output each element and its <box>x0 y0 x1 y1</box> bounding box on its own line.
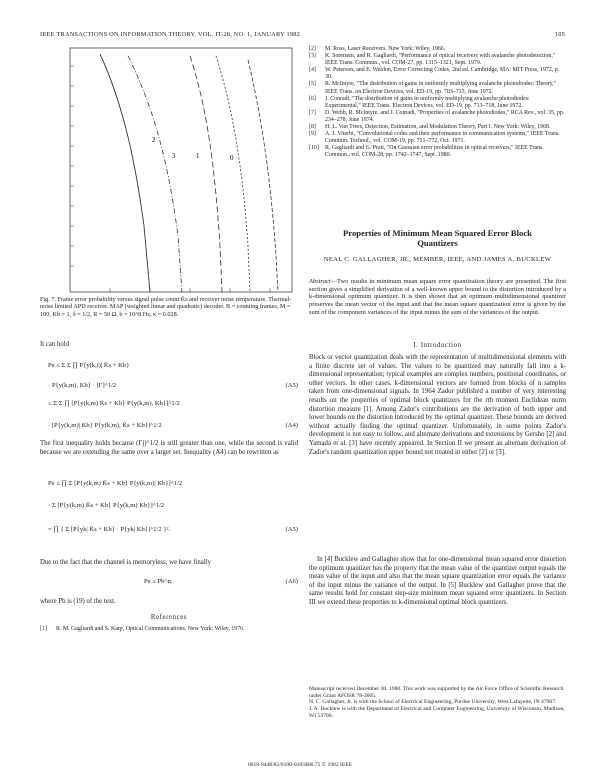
reference-item: [3] K. Sorensen, and R. Gagliardi, "Performance of optical receivers with avalanche photodetection," IEEE Trans. Commun., vol. COM-27, pp. 1315–1321, Sept. 1979. <box>309 53 556 67</box>
appendix-para-1: The first inequality holds because (Γj)^1/2 is still greater than one, while the second is valid because we are extending the same over a larger set. Inequality (A4) can be rewritten as <box>40 440 298 456</box>
footnote-line: J. A. Bucklew is with the Department of Electrical and Computer Engineering, University of Wisconsin, Madison, WI 53706. <box>309 706 565 719</box>
curve-label-1: 1 <box>196 152 200 160</box>
running-header <box>40 31 565 38</box>
footnote-line: Manuscript received December 30, 1980. This work was supported by the Air Force Office of Scientific Research under Grant AFOSR 78-3605. <box>309 686 564 699</box>
reference-item: [5] R. McIntyre, "The distribution of gains in uniformly multiplying avalanche photodiodes: Theory," IEEE Trans. on Electron Devices, vol. ED-19, pp. 703–713, June 1972. <box>309 81 557 95</box>
eq2-line-3: = ∏ { Σ [P{yk| K̄s + Kb} · P{yk| Kb}]^1/2 }². <box>48 526 171 533</box>
footnote <box>309 686 566 720</box>
paper-authors: NEAL C. GALLAGHER, JR., MEMBER, IEEE, AND JAMES A. BUCKLEW <box>323 256 552 263</box>
tick-marks <box>70 66 270 292</box>
reference-item: [7] D. Webb, R. McIntyre, and J. Conradi, "Properties of avalanche photodiodes," RCA Rev., vol. 35, pp. 234–278, June 1974. <box>309 109 565 123</box>
left-references <box>40 626 298 633</box>
intro-paragraph-1: Block or vector quantization deals with the representation of multidimensional elements with a finite discrete set of values. The values to be quantized may naturally fall into a k-dimensional representation; typical examples are complex numbers, positional coordinates, or other vectors. In other cases, k-dimensional vectors are formed from blocks of n samples taken from one-dimensional signals. In 1964 Zador published a number of very interesting results on the properties of optimal block quantizers for the rth moment Euclidean norm distortion measure [1]. Among Zador's contributions are the derivation of both upper and lower bounds on the distortion introduced by the optimal quantizer. These bounds are derived without actually finding the optimal quantizer. Unfortunately, in some points Zador's development is not easy to follow, and alternate derivations and extensions by Gersho [2] and Yamada et al. [3] have recently appeared. In Section II we present an alternate derivation of Zador's random quantization upper bound not treated in either [2] or [3]. <box>309 354 566 456</box>
appendix-para-2: Due to the fact that the channel is memoryless, we have finally <box>40 559 211 566</box>
reference-item: [6] J. Conradi, "The distribution of gains in uniformly multiplying avalanche photodiodes: Experimental," IEEE Trans. Electron Devices, vol. ED-19, pp. 713–718, June 1972. <box>309 95 530 109</box>
equation-block-a4 <box>48 356 298 438</box>
appendix-intro: It can hold <box>40 341 70 348</box>
curve-5 <box>248 60 278 292</box>
curve-4 <box>216 56 250 292</box>
equation-a6 <box>48 578 298 590</box>
figure-caption: Fig. 7. Frame error probability versus signal pulse count K̄s and receiver noise temperature. Thermal-noise limited APD receiver. MAP (weighted linear and quadratic) decoder. B = counting frames, M = 100, Kb = 1, δ = 1/2, R = 50 Ω, b = 10^8 Hz, κ = 0.028. <box>40 296 292 318</box>
abstract-text: —Two results in minimum mean square error quantization theory are presented. The first section gives a simplified derivation of a well-known upper bound to the distortion introduced by a k-dimensional optimum quantizer. It is then shown that an optimum multidimensional quantizer preserves the mean vector of the input and that the mean square quantization error is given by the sum of the component variances of the input minus the sum of the variances of the output. <box>309 278 566 316</box>
figure-7-plot <box>40 46 298 294</box>
right-references <box>309 46 566 160</box>
plot-frame <box>70 48 292 292</box>
curve-label-0: 0 <box>230 154 234 162</box>
eq-line-4: · [P{y(k,m)| Kb} P{y(k,m), K̄s + Kb}]^1/2 <box>48 422 162 429</box>
paper-title: Properties of Minimum Mean Squared Error Block Quantizers <box>343 228 532 248</box>
page-number: 105 <box>554 31 565 38</box>
reference-item: [1] R. M. Gagliardi and S. Karp, Optical Communications. New York: Wiley, 1976. <box>40 626 245 632</box>
eq-line-3: ≤ Σ Σ ∏ [P{y(k,m) K̄s + Kb} P{y(k,m), Kb}]^1/2 <box>48 400 180 407</box>
curve-label-3: 3 <box>172 152 176 160</box>
reference-item: [4] W. Peterson, and E. Weldon, Error Correcting Codes, 2nd ed. Cambridge, MA: MIT Press, 1972, p. 30. <box>309 67 560 81</box>
footnote-line: N. C. Gallagher, Jr. is with the School of Electrical Engineering, Purdue University, West Lafayette, IN 47907. <box>309 699 557 706</box>
reference-item: [8] H. L. Van Trees, Detection, Estimation, and Modulation Theory, Part I. New York: Wiley, 1968. <box>309 124 551 131</box>
eq2-line-2: · Σ [P{y(k,m) K̄s + Kb} P{y(k,m) Kb}]^1/2 <box>48 502 165 509</box>
eq-line-2: · P{y(k,m), Kb} · [Γ]^1/2 <box>48 382 117 389</box>
curve-3 <box>190 56 222 292</box>
eq-number-a6: (A6) <box>285 578 298 585</box>
references-heading: References <box>150 614 188 621</box>
eq2-number-a5: (A5) <box>285 526 298 533</box>
eq3-line: Pe ≤ Pb^n. <box>144 578 173 585</box>
appendix-para-3: where Pb is (19) of the text. <box>40 598 116 605</box>
eq-number-a5: (A5) <box>285 382 298 389</box>
curve-1 <box>100 54 150 292</box>
reference-item: [10] R. Gagliardi and G. Prati, "On Gaussian error probabilities in optical receivers," IEEE Trans. Commun., vol. COM-28, pp. 1742–1747, Sept. 1980. <box>309 145 544 159</box>
copyright-footer: 0018-9448/82/0100-0105$00.75 © 1982 IEEE <box>247 762 353 768</box>
reference-item: [2] M. Ross, Laser Receivers. New York: Wiley, 1966. <box>309 46 446 52</box>
intro-paragraph-2: In [4] Bucklew and Gallagher show that for one-dimensional mean squared error distortion the optimum quantizer has the property that the mean value of the quantizer output equals the mean value of the input and also that the mean square quantization error equals the variance of the input minus the variance of the output. In [5] Bucklew and Gallagher prove that the same results hold for constant step-size minimum mean squared error quantizers. In Section III we extend these properties to k-dimensional optimal block quantizers. <box>309 556 566 606</box>
equation-block-a5 <box>48 474 298 552</box>
abstract-label: Abstract <box>309 278 331 285</box>
curve-label-2: 2 <box>152 136 156 144</box>
journal-header: IEEE TRANSACTIONS ON INFORMATION THEORY, VOL. IT-28, NO. 1, JANUARY 1982 <box>40 31 301 38</box>
eq-line-1: Pe ≤ Σ Σ ∏ P{y(k,t)| K̄s + Kb} <box>48 362 130 369</box>
eq2-line-1: Pe ≤ ∏ Σ [P{y(k,m) K̄s + Kb} P{y(k,m)| Kb}]^1/2 <box>48 480 183 487</box>
section-heading-introduction: I. Introduction <box>413 342 462 349</box>
abstract <box>309 278 566 317</box>
reference-item: [9] A. J. Viterbi, "Convolutional codes and their performance in communication systems," IEEE Trans. Commun. Technol., vol. COM-19, pp. 751–772, Oct. 1971. <box>309 131 560 145</box>
eq-number-a4: (A4) <box>285 422 298 429</box>
